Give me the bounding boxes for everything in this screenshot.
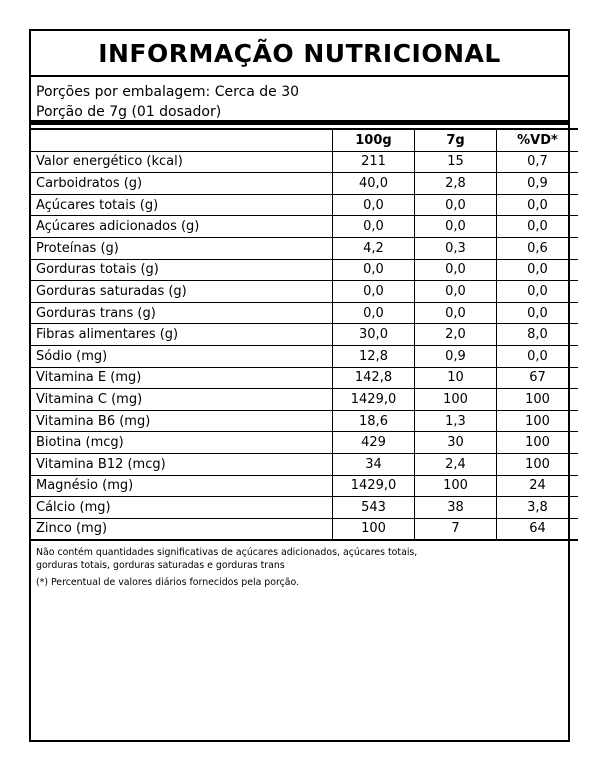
table-row [31, 173, 578, 195]
value-7g: 10 [415, 367, 497, 389]
value-7g: 30 [415, 432, 497, 454]
label-title: INFORMAÇÃO NUTRICIONAL [31, 31, 568, 77]
value-vd: 0,0 [497, 345, 579, 367]
value-100g: 30,0 [333, 324, 415, 346]
footnote-line-1b: gorduras totais, gorduras saturadas e gorduras trans [36, 560, 285, 572]
table-row [31, 389, 578, 411]
table-row [31, 237, 578, 259]
value-100g: 40,0 [333, 173, 415, 195]
value-100g: 4,2 [333, 237, 415, 259]
value-vd: 0,0 [497, 216, 579, 238]
value-vd: 0,0 [497, 194, 579, 216]
table-row [31, 324, 578, 346]
value-7g: 2,8 [415, 173, 497, 195]
table-header-row [31, 129, 578, 151]
value-7g: 0,3 [415, 237, 497, 259]
value-vd: 100 [497, 410, 579, 432]
footnotes [31, 541, 568, 589]
header-nutrient [31, 129, 333, 151]
value-vd: 0,0 [497, 302, 579, 324]
header-7g: 7g [415, 129, 497, 151]
value-7g: 7 [415, 518, 497, 540]
nutrient-name: Vitamina E (mg) [31, 367, 333, 389]
nutrient-name: Açúcares adicionados (g) [31, 216, 333, 238]
value-7g: 2,0 [415, 324, 497, 346]
table-row [31, 367, 578, 389]
value-vd: 64 [497, 518, 579, 540]
value-100g: 429 [333, 432, 415, 454]
value-7g: 0,0 [415, 194, 497, 216]
value-100g: 100 [333, 518, 415, 540]
value-100g: 34 [333, 453, 415, 475]
value-100g: 12,8 [333, 345, 415, 367]
value-7g: 0,0 [415, 281, 497, 303]
nutrition-table [31, 128, 578, 541]
table-row [31, 302, 578, 324]
value-vd: 67 [497, 367, 579, 389]
value-100g: 1429,0 [333, 389, 415, 411]
table-row [31, 194, 578, 216]
value-100g: 543 [333, 497, 415, 519]
header-100g: 100g [333, 129, 415, 151]
table-row [31, 453, 578, 475]
footnote-not-significant [36, 546, 568, 572]
value-100g: 142,8 [333, 367, 415, 389]
value-7g: 0,0 [415, 259, 497, 281]
value-vd: 0,0 [497, 281, 579, 303]
nutrient-name: Valor energético (kcal) [31, 151, 333, 173]
nutrient-name: Zinco (mg) [31, 518, 333, 540]
nutrient-name: Açúcares totais (g) [31, 194, 333, 216]
value-vd: 24 [497, 475, 579, 497]
value-vd: 100 [497, 389, 579, 411]
value-100g: 1429,0 [333, 475, 415, 497]
nutrient-name: Vitamina B6 (mg) [31, 410, 333, 432]
header-vd: %VD* [497, 129, 579, 151]
value-7g: 2,4 [415, 453, 497, 475]
value-100g: 0,0 [333, 216, 415, 238]
portion-info [31, 77, 568, 125]
value-7g: 1,3 [415, 410, 497, 432]
value-vd: 0,0 [497, 259, 579, 281]
portions-per-package: Porções por embalagem: Cerca de 30 [36, 84, 300, 100]
value-100g: 211 [333, 151, 415, 173]
portion-size: Porção de 7g (01 dosador) [36, 104, 222, 120]
value-vd: 100 [497, 453, 579, 475]
value-100g: 0,0 [333, 302, 415, 324]
table-row [31, 216, 578, 238]
table-row [31, 410, 578, 432]
value-100g: 0,0 [333, 259, 415, 281]
table-row [31, 475, 578, 497]
value-100g: 18,6 [333, 410, 415, 432]
nutrient-name: Vitamina C (mg) [31, 389, 333, 411]
value-7g: 0,0 [415, 216, 497, 238]
table-row [31, 518, 578, 540]
nutrient-name: Sódio (mg) [31, 345, 333, 367]
value-7g: 100 [415, 475, 497, 497]
value-vd: 0,7 [497, 151, 579, 173]
nutrition-table-body [31, 151, 578, 540]
nutrition-label [29, 29, 570, 742]
nutrient-name: Biotina (mcg) [31, 432, 333, 454]
nutrient-name: Carboidratos (g) [31, 173, 333, 195]
value-100g: 0,0 [333, 194, 415, 216]
value-vd: 100 [497, 432, 579, 454]
value-100g: 0,0 [333, 281, 415, 303]
table-row [31, 345, 578, 367]
footnote-line-1a: Não contém quantidades significativas de açúcares adicionados, açúcares totais, [36, 547, 418, 559]
table-row [31, 432, 578, 454]
table-row [31, 281, 578, 303]
value-7g: 100 [415, 389, 497, 411]
nutrient-name: Fibras alimentares (g) [31, 324, 333, 346]
footnote-vd: (*) Percentual de valores diários fornecidos pela porção. [36, 577, 300, 589]
table-row [31, 151, 578, 173]
nutrient-name: Gorduras trans (g) [31, 302, 333, 324]
value-vd: 0,6 [497, 237, 579, 259]
nutrient-name: Proteínas (g) [31, 237, 333, 259]
value-vd: 8,0 [497, 324, 579, 346]
nutrient-name: Vitamina B12 (mcg) [31, 453, 333, 475]
value-vd: 3,8 [497, 497, 579, 519]
nutrient-name: Cálcio (mg) [31, 497, 333, 519]
value-vd: 0,9 [497, 173, 579, 195]
table-row [31, 259, 578, 281]
value-7g: 15 [415, 151, 497, 173]
value-7g: 0,0 [415, 302, 497, 324]
nutrient-name: Gorduras totais (g) [31, 259, 333, 281]
nutrient-name: Gorduras saturadas (g) [31, 281, 333, 303]
table-row [31, 497, 578, 519]
nutrient-name: Magnésio (mg) [31, 475, 333, 497]
value-7g: 0,9 [415, 345, 497, 367]
value-7g: 38 [415, 497, 497, 519]
